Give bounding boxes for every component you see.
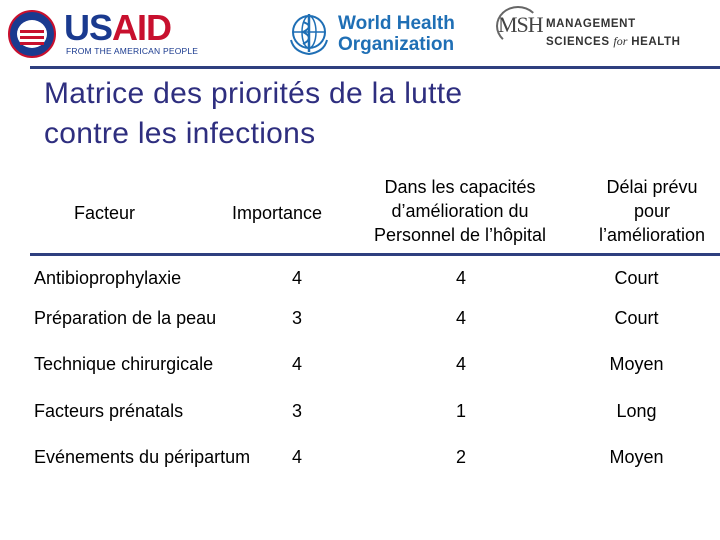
cell-factor: Evénements du péripartum [34,447,251,467]
header-divider [30,66,720,69]
table-header-divider [30,253,720,256]
msh-mark: MSH [498,12,543,37]
logo-bar [0,0,720,66]
cell-capacity: 4 [456,308,467,328]
table-row [0,354,720,384]
column-header-capacity: Dans les capacités d’amélioration du Personnel de l’hôpital [373,177,547,245]
column-header-importance: Importance [232,203,323,223]
cell-importance: 4 [292,447,303,467]
usaid-seal-icon [8,10,56,58]
page-title-line-1: Matrice des priorités de la lutte [44,77,463,110]
column-header-factor: Facteur [74,203,136,223]
cell-delay: Moyen [609,354,664,374]
table-row [0,447,720,477]
cell-factor: Préparation de la peau [34,308,217,328]
cell-capacity: 4 [456,354,467,374]
cell-importance: 4 [292,268,303,288]
usaid-tagline: FROM THE AMERICAN PEOPLE [66,46,199,56]
cell-capacity: 4 [456,268,467,288]
page-title-line-2: contre les infections [44,117,316,150]
cell-importance: 3 [292,308,303,328]
column-header-delay: Délai prévu pour l’amélioration [598,177,706,245]
cell-factor: Antibioprophylaxie [34,268,182,288]
cell-importance: 4 [292,354,303,374]
cell-importance: 3 [292,401,303,421]
who-logo [286,10,455,60]
cell-factor: Technique chirurgicale [34,354,214,374]
usaid-logo [8,7,199,58]
table-row [0,268,720,298]
table-row [0,401,720,431]
msh-wordmark: MANAGEMENT SCIENCES for HEALTH [546,18,681,48]
table-row [0,308,720,338]
cell-delay: Long [616,401,657,421]
page-title [44,74,462,154]
who-emblem-icon [286,10,332,56]
cell-capacity: 1 [456,401,467,421]
cell-factor: Facteurs prénatals [34,401,184,421]
cell-delay: Court [614,268,659,288]
cell-delay: Moyen [609,447,664,467]
msh-logo [498,10,713,54]
who-wordmark: World Health Organization [338,13,455,55]
cell-delay: Court [614,308,659,328]
usaid-wordmark: USAID [64,7,172,48]
cell-capacity: 2 [456,447,467,467]
